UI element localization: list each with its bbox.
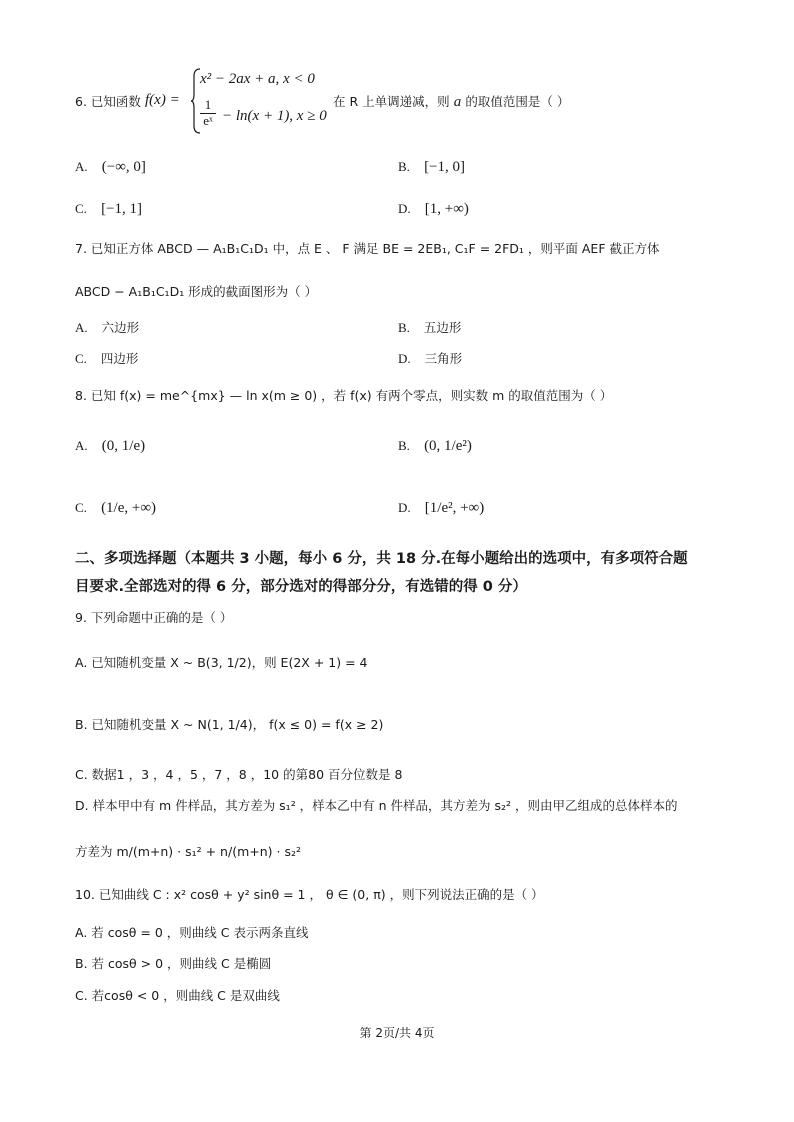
q8-option-a: A. (0, 1/e) xyxy=(75,438,146,454)
q8-option-b: B. (0, 1/e²) xyxy=(398,438,472,454)
q9-option-d-line-2: 方差为 m/(m+n) · s₁² + n/(m+n) · s₂² xyxy=(75,844,301,859)
q6-piece-1: x² − 2ax + a, x < 0 xyxy=(200,71,315,87)
q9-stem: 9. 下列命题中正确的是（ ） xyxy=(75,610,233,625)
q6-option-b: B. [−1, 0] xyxy=(398,159,466,175)
q7-option-d: D. 三角形 xyxy=(398,351,463,366)
q6-var: a xyxy=(453,94,462,110)
q6-stem-pre: 6. 已知函数 xyxy=(75,94,141,109)
q9-option-c: C. 数据1 ，3 ，4 ，5 ，7 ，8 ，10 的第80 百分位数是 8 xyxy=(75,767,403,782)
q7-stem-line-1: 7. 已知正方体 ABCD — A₁B₁C₁D₁ 中，点 E 、 F 满足 BE = 2EB₁, C₁F = 2FD₁ ，则平面 AEF 截正方体 xyxy=(75,241,660,256)
q7-option-a: A. 六边形 xyxy=(75,320,140,335)
q6-piece-2-rest: − ln(x + 1), x ≥ 0 xyxy=(222,108,327,124)
q6-option-a: A. (−∞, 0] xyxy=(75,159,146,175)
page-footer: 第 2页/共 4页 xyxy=(359,1026,435,1040)
q7-stem-line-2: ABCD − A₁B₁C₁D₁ 形成的截面图形为（ ） xyxy=(75,284,318,299)
q9-option-d-line-1: D. 样本甲中有 m 件样品，其方差为 s₁² ，样本乙中有 n 件样品，其方差为 s₂² ，则由甲乙组成的总体样本的 xyxy=(75,798,678,813)
q10-option-a: A. 若 cosθ = 0 ，则曲线 C 表示两条直线 xyxy=(75,925,309,940)
q9-option-a: A. 已知随机变量 X ~ B(3, 1/2)，则 E(2X + 1) = 4 xyxy=(75,655,368,670)
q6-stem-post: 在 R 上单调递减，则 xyxy=(333,94,450,109)
q6-option-d: D. [1, +∞) xyxy=(398,201,469,217)
q6-stem-end: 的取值范围是（ ） xyxy=(465,94,570,109)
q9-option-b: B. 已知随机变量 X ~ N(1, 1/4)， f(x ≤ 0) = f(x ≥ 2) xyxy=(75,717,384,732)
q10-option-b: B. 若 cosθ > 0 ，则曲线 C 是椭圆 xyxy=(75,956,272,971)
q7-option-b: B. 五边形 xyxy=(398,320,462,335)
q6-fraction-denominator: eˣ xyxy=(203,113,213,128)
q6-option-c: C. [−1, 1] xyxy=(75,201,143,217)
q10-option-c: C. 若cosθ < 0 ，则曲线 C 是双曲线 xyxy=(75,988,280,1003)
q6-function-name: f(x) = xyxy=(145,92,180,108)
section-2-heading-line-2: 目要求.全部选对的得 6 分，部分选对的得部分分，有选错的得 0 分） xyxy=(75,579,527,595)
q6-piece-2-fraction xyxy=(200,98,216,128)
q7-option-c: C. 四边形 xyxy=(75,351,139,366)
section-2-heading-line-1: 二、多项选择题（本题共 3 小题，每小 6 分，共 18 分.在每小题给出的选项中，有多项符合题 xyxy=(75,551,688,567)
q8-option-c: C. (1/e, +∞) xyxy=(75,500,157,516)
q8-option-d: D. [1/e², +∞) xyxy=(398,500,485,516)
q8-stem: 8. 已知 f(x) = me^{mx} — ln x(m ≥ 0) ，若 f(x) 有两个零点，则实数 m 的取值范围为（ ） xyxy=(75,388,613,403)
q6-fraction-numerator: 1 xyxy=(204,97,212,112)
q10-stem: 10. 已知曲线 C : x² cosθ + y² sinθ = 1 ， θ ∈ (0, π) ，则下列说法正确的是（ ） xyxy=(75,887,544,902)
